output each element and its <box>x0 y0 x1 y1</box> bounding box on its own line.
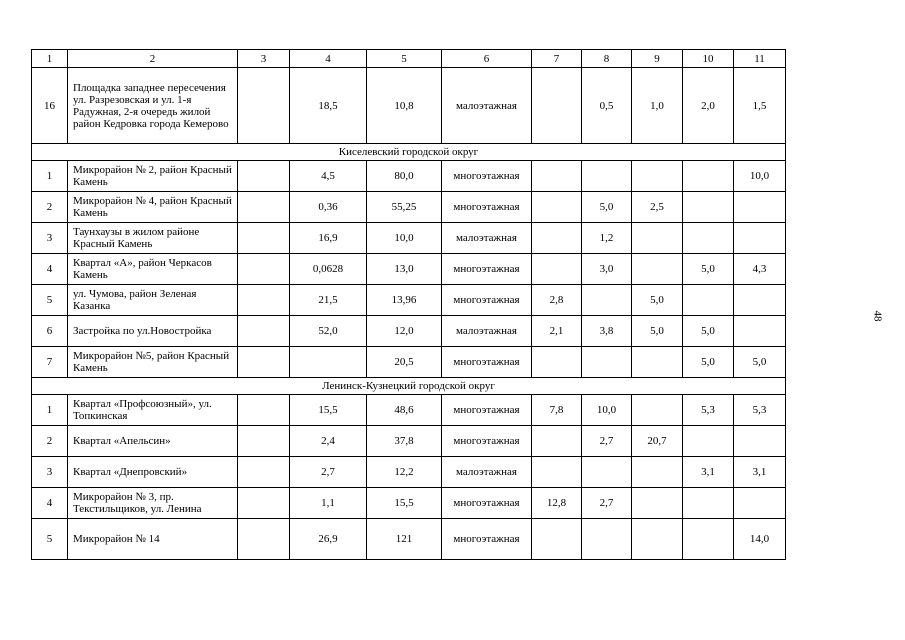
header-cell: 8 <box>582 50 632 68</box>
header-cell: 9 <box>632 50 683 68</box>
cell-col3 <box>238 457 290 488</box>
cell-col8 <box>582 457 632 488</box>
cell-col5: 12,0 <box>367 316 442 347</box>
row-number: 7 <box>32 347 68 378</box>
section-title: Киселевский городской округ <box>32 144 786 161</box>
row-number: 4 <box>32 488 68 519</box>
cell-col11 <box>734 426 786 457</box>
cell-col6: многоэтажная <box>442 395 532 426</box>
cell-col10: 3,1 <box>683 457 734 488</box>
cell-col8 <box>582 519 632 560</box>
cell-col10 <box>683 519 734 560</box>
cell-col10 <box>683 161 734 192</box>
object-name: Микрорайон № 2, район Красный Камень <box>68 161 238 192</box>
cell-col3 <box>238 347 290 378</box>
object-name: Таунхаузы в жилом районе Красный Камень <box>68 223 238 254</box>
header-cell: 1 <box>32 50 68 68</box>
header-cell: 3 <box>238 50 290 68</box>
cell-col3 <box>238 68 290 144</box>
cell-col11: 10,0 <box>734 161 786 192</box>
object-name: Квартал «Днепровский» <box>68 457 238 488</box>
cell-col11: 3,1 <box>734 457 786 488</box>
section-header-row <box>32 378 786 395</box>
table-row <box>32 68 786 144</box>
table-row <box>32 316 786 347</box>
cell-col5: 10,0 <box>367 223 442 254</box>
cell-col10 <box>683 192 734 223</box>
cell-col9 <box>632 161 683 192</box>
table-row <box>32 347 786 378</box>
table-row <box>32 254 786 285</box>
cell-col4: 26,9 <box>290 519 367 560</box>
cell-col11 <box>734 316 786 347</box>
cell-col11 <box>734 285 786 316</box>
cell-col3 <box>238 192 290 223</box>
cell-col8: 5,0 <box>582 192 632 223</box>
cell-col10 <box>683 488 734 519</box>
cell-col11 <box>734 488 786 519</box>
cell-col5: 15,5 <box>367 488 442 519</box>
cell-col4: 0,36 <box>290 192 367 223</box>
row-number: 4 <box>32 254 68 285</box>
header-row <box>32 50 786 68</box>
object-name: Квартал «Профсоюзный», ул. Топкинская <box>68 395 238 426</box>
cell-col4: 21,5 <box>290 285 367 316</box>
cell-col9: 5,0 <box>632 316 683 347</box>
cell-col6: малоэтажная <box>442 68 532 144</box>
cell-col6: многоэтажная <box>442 192 532 223</box>
cell-col3 <box>238 223 290 254</box>
cell-col6: малоэтажная <box>442 316 532 347</box>
cell-col7 <box>532 426 582 457</box>
table-row <box>32 223 786 254</box>
cell-col9: 5,0 <box>632 285 683 316</box>
object-name: Застройка по ул.Новостройка <box>68 316 238 347</box>
object-name: Микрорайон № 4, район Красный Камень <box>68 192 238 223</box>
header-cell: 7 <box>532 50 582 68</box>
cell-col4: 1,1 <box>290 488 367 519</box>
cell-col11 <box>734 192 786 223</box>
object-name: ул. Чумова, район Зеленая Казанка <box>68 285 238 316</box>
cell-col9 <box>632 223 683 254</box>
row-number: 1 <box>32 161 68 192</box>
cell-col5: 121 <box>367 519 442 560</box>
cell-col9: 1,0 <box>632 68 683 144</box>
header-cell: 2 <box>68 50 238 68</box>
cell-col8: 0,5 <box>582 68 632 144</box>
cell-col10: 2,0 <box>683 68 734 144</box>
cell-col9 <box>632 254 683 285</box>
cell-col6: многоэтажная <box>442 347 532 378</box>
cell-col10 <box>683 223 734 254</box>
cell-col11: 14,0 <box>734 519 786 560</box>
row-number: 3 <box>32 457 68 488</box>
page-number: 48 <box>871 310 884 322</box>
cell-col3 <box>238 426 290 457</box>
cell-col3 <box>238 161 290 192</box>
cell-col5: 12,2 <box>367 457 442 488</box>
cell-col10: 5,3 <box>683 395 734 426</box>
cell-col9: 2,5 <box>632 192 683 223</box>
row-number: 1 <box>32 395 68 426</box>
housing-table <box>31 49 786 560</box>
cell-col4 <box>290 347 367 378</box>
cell-col5: 13,0 <box>367 254 442 285</box>
table-row <box>32 285 786 316</box>
cell-col3 <box>238 395 290 426</box>
cell-col4: 18,5 <box>290 68 367 144</box>
cell-col7: 12,8 <box>532 488 582 519</box>
cell-col7 <box>532 161 582 192</box>
cell-col11: 5,0 <box>734 347 786 378</box>
cell-col7 <box>532 254 582 285</box>
header-cell: 10 <box>683 50 734 68</box>
cell-col7 <box>532 192 582 223</box>
cell-col9 <box>632 488 683 519</box>
cell-col11: 1,5 <box>734 68 786 144</box>
section-header-row <box>32 144 786 161</box>
cell-col9: 20,7 <box>632 426 683 457</box>
row-number: 2 <box>32 426 68 457</box>
object-name: Микрорайон №5, район Красный Камень <box>68 347 238 378</box>
cell-col9 <box>632 457 683 488</box>
cell-col9 <box>632 347 683 378</box>
cell-col9 <box>632 519 683 560</box>
cell-col7: 2,8 <box>532 285 582 316</box>
cell-col10: 5,0 <box>683 347 734 378</box>
table-row <box>32 395 786 426</box>
row-number: 16 <box>32 68 68 144</box>
cell-col7 <box>532 519 582 560</box>
cell-col8 <box>582 285 632 316</box>
object-name: Квартал «Апельсин» <box>68 426 238 457</box>
header-cell: 6 <box>442 50 532 68</box>
cell-col10: 5,0 <box>683 316 734 347</box>
row-number: 5 <box>32 519 68 560</box>
cell-col7 <box>532 223 582 254</box>
cell-col4: 2,7 <box>290 457 367 488</box>
cell-col8 <box>582 161 632 192</box>
object-name: Микрорайон № 14 <box>68 519 238 560</box>
cell-col10: 5,0 <box>683 254 734 285</box>
cell-col5: 13,96 <box>367 285 442 316</box>
header-cell: 5 <box>367 50 442 68</box>
cell-col4: 4,5 <box>290 161 367 192</box>
cell-col6: многоэтажная <box>442 488 532 519</box>
header-cell: 11 <box>734 50 786 68</box>
cell-col5: 55,25 <box>367 192 442 223</box>
cell-col3 <box>238 316 290 347</box>
cell-col8: 2,7 <box>582 426 632 457</box>
cell-col3 <box>238 254 290 285</box>
table-row <box>32 192 786 223</box>
cell-col8: 1,2 <box>582 223 632 254</box>
table-row <box>32 426 786 457</box>
cell-col11 <box>734 223 786 254</box>
table-row <box>32 519 786 560</box>
cell-col4: 0,0628 <box>290 254 367 285</box>
table-row <box>32 161 786 192</box>
cell-col5: 48,6 <box>367 395 442 426</box>
cell-col6: многоэтажная <box>442 161 532 192</box>
cell-col8: 3,0 <box>582 254 632 285</box>
cell-col7: 2,1 <box>532 316 582 347</box>
cell-col11: 5,3 <box>734 395 786 426</box>
cell-col7 <box>532 457 582 488</box>
cell-col9 <box>632 395 683 426</box>
cell-col4: 2,4 <box>290 426 367 457</box>
cell-col11: 4,3 <box>734 254 786 285</box>
cell-col6: малоэтажная <box>442 223 532 254</box>
row-number: 3 <box>32 223 68 254</box>
section-title: Ленинск-Кузнецкий городской округ <box>32 378 786 395</box>
cell-col8: 10,0 <box>582 395 632 426</box>
row-number: 6 <box>32 316 68 347</box>
table-row <box>32 488 786 519</box>
row-number: 5 <box>32 285 68 316</box>
cell-col5: 80,0 <box>367 161 442 192</box>
cell-col3 <box>238 285 290 316</box>
cell-col7: 7,8 <box>532 395 582 426</box>
object-name: Площадка западнее пересечения ул. Разрезовская и ул. 1-я Радужная, 2-я очередь жилой район Кедровка города Кемерово <box>68 68 238 144</box>
cell-col6: многоэтажная <box>442 519 532 560</box>
cell-col5: 20,5 <box>367 347 442 378</box>
cell-col5: 37,8 <box>367 426 442 457</box>
cell-col4: 52,0 <box>290 316 367 347</box>
cell-col5: 10,8 <box>367 68 442 144</box>
cell-col3 <box>238 488 290 519</box>
cell-col6: многоэтажная <box>442 254 532 285</box>
cell-col8: 3,8 <box>582 316 632 347</box>
cell-col4: 16,9 <box>290 223 367 254</box>
cell-col3 <box>238 519 290 560</box>
cell-col4: 15,5 <box>290 395 367 426</box>
table-row <box>32 457 786 488</box>
cell-col7 <box>532 68 582 144</box>
row-number: 2 <box>32 192 68 223</box>
object-name: Микрорайон № 3, пр. Текстильщиков, ул. Ленина <box>68 488 238 519</box>
cell-col6: многоэтажная <box>442 426 532 457</box>
cell-col8: 2,7 <box>582 488 632 519</box>
header-cell: 4 <box>290 50 367 68</box>
cell-col10 <box>683 285 734 316</box>
cell-col6: многоэтажная <box>442 285 532 316</box>
cell-col6: малоэтажная <box>442 457 532 488</box>
cell-col7 <box>532 347 582 378</box>
cell-col8 <box>582 347 632 378</box>
object-name: Квартал «А», район Черкасов Камень <box>68 254 238 285</box>
cell-col10 <box>683 426 734 457</box>
